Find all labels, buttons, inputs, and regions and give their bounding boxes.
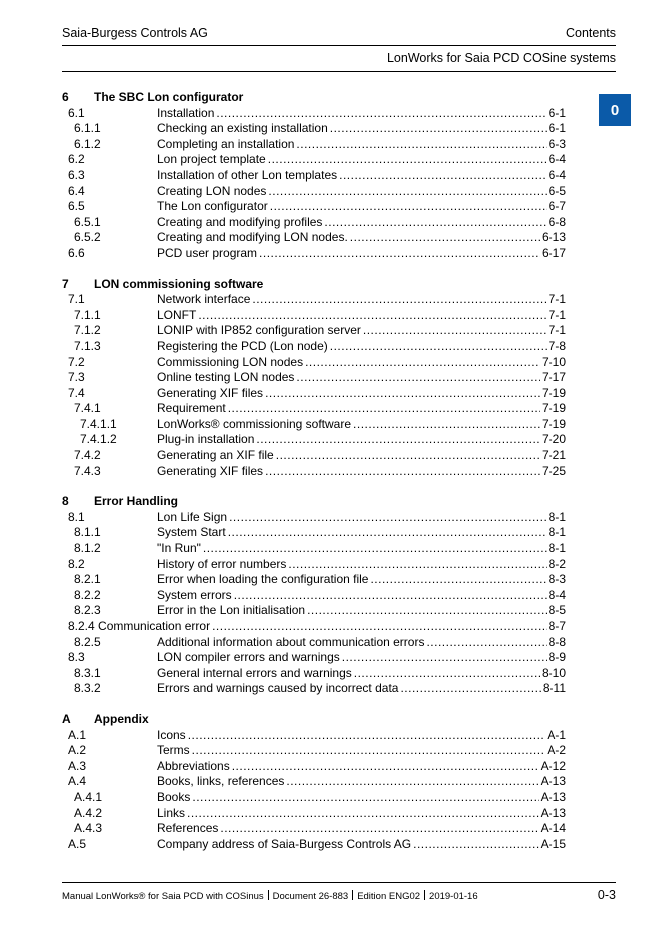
toc-dot-leader <box>363 323 547 339</box>
toc-entry-number: A.4 <box>68 774 87 789</box>
toc-entry-number: 7.2 <box>68 354 85 369</box>
toc-section-title[interactable] <box>62 494 566 510</box>
toc-entry[interactable] <box>62 339 566 355</box>
toc-entry-page: A-13 <box>540 789 566 804</box>
toc-entry-page: 8-1 <box>548 541 566 556</box>
toc-entry-number: 7.4 <box>68 385 85 400</box>
toc-entry[interactable] <box>62 635 566 651</box>
toc-entry[interactable] <box>62 619 566 635</box>
toc-entry-page: 8-11 <box>542 681 566 696</box>
toc-dot-leader <box>330 121 547 137</box>
toc-entry-title: Company address of Saia-Burgess Controls AG <box>157 836 412 851</box>
toc-entry[interactable] <box>62 215 566 231</box>
toc-entry-title: Creating and modifying LON nodes. <box>157 230 348 245</box>
toc-dot-leader <box>276 448 540 464</box>
toc-section-label: Appendix <box>94 711 149 726</box>
toc-entry[interactable] <box>62 759 566 775</box>
toc-dot-leader <box>288 557 546 573</box>
toc-section-number: 6 <box>62 90 69 104</box>
toc-entry[interactable] <box>62 510 566 526</box>
toc-entry-number: 6.5 <box>68 199 85 214</box>
toc-entry-title: References <box>157 821 219 836</box>
toc-entry-page: A-13 <box>540 805 566 820</box>
toc-dot-leader <box>187 806 539 822</box>
toc-section <box>62 90 566 262</box>
toc-entry-number: 8.1.2 <box>74 541 101 556</box>
toc-entry-number: 7.3 <box>68 370 85 385</box>
toc-entry-page: 8-9 <box>548 650 566 665</box>
toc-dot-leader <box>307 603 547 619</box>
toc-entry[interactable] <box>62 137 566 153</box>
toc-entry[interactable] <box>62 184 566 200</box>
toc-entry[interactable] <box>62 650 566 666</box>
toc-entry-page: 7-20 <box>541 432 566 447</box>
toc-entry-number: 8.2.2 <box>74 587 101 602</box>
toc-entry-number: 7.1 <box>68 292 85 307</box>
toc-dot-leader <box>212 619 547 635</box>
toc-section-number: 8 <box>62 494 69 509</box>
toc-entry[interactable] <box>62 152 566 168</box>
toc-entry-number: 6.3 <box>68 167 85 182</box>
toc-dot-leader <box>342 650 547 666</box>
toc-entry[interactable] <box>62 603 566 619</box>
toc-dot-leader <box>296 137 546 153</box>
toc-dot-leader <box>370 572 546 588</box>
toc-entry-number: 6.5.2 <box>74 230 101 245</box>
toc-entry-number: 6.1.2 <box>74 136 101 151</box>
toc-entry-number: 8.2.1 <box>74 572 101 587</box>
toc-entry-page: 8-4 <box>548 587 566 602</box>
toc-entry-number: A.3 <box>68 758 87 773</box>
toc-entry-title: 8.2.4 Communication error <box>68 619 211 633</box>
toc-entry-number: 7.1.3 <box>74 338 101 353</box>
toc-entry-number: 7.4.1.1 <box>80 416 117 431</box>
toc-entry-page: A-13 <box>540 774 566 789</box>
toc-entry[interactable] <box>62 168 566 184</box>
toc-entry[interactable] <box>62 121 566 137</box>
toc-dot-leader <box>220 821 538 837</box>
toc-entry-title: Terms <box>157 743 190 758</box>
toc-section <box>62 277 566 480</box>
toc-dot-leader <box>305 355 540 371</box>
toc-dot-leader <box>296 370 540 386</box>
table-of-contents <box>62 90 566 867</box>
toc-entry-page: 7-25 <box>541 463 566 478</box>
toc-entry-page: 7-1 <box>548 323 566 338</box>
toc-entry-title: Registering the PCD (Lon node) <box>157 338 328 353</box>
toc-entry-page: 7-8 <box>548 338 566 353</box>
toc-entry-title: Error in the Lon initialisation <box>157 603 306 618</box>
header-rule <box>62 45 616 46</box>
toc-entry-number: 8.3.1 <box>74 665 101 680</box>
toc-entry[interactable] <box>62 525 566 541</box>
toc-dot-leader <box>270 199 547 215</box>
toc-entry-page: 6-1 <box>548 105 566 120</box>
toc-entry-page: A-12 <box>540 758 566 773</box>
toc-entry-title: Online testing LON nodes <box>157 370 295 385</box>
toc-section-number: A <box>62 711 71 726</box>
toc-entry-page: 6-3 <box>548 136 566 151</box>
toc-entry-title: "In Run" <box>157 541 201 556</box>
toc-entry-number: 8.3.2 <box>74 681 101 696</box>
toc-dot-leader <box>259 246 540 262</box>
toc-entry-title: Errors and warnings caused by incorrect data <box>157 681 399 696</box>
toc-dot-leader <box>252 292 546 308</box>
toc-entry-title: Completing an installation <box>157 136 295 151</box>
toc-entry-page: 8-5 <box>548 603 566 618</box>
toc-entry[interactable] <box>62 728 566 744</box>
toc-entry-title: Lon project template <box>157 152 266 167</box>
toc-dot-leader <box>339 168 547 184</box>
toc-dot-leader <box>350 230 540 246</box>
toc-section <box>62 712 566 852</box>
toc-entry-number: 7.4.2 <box>74 448 101 463</box>
toc-entry-title: Additional information about communication errors <box>157 634 425 649</box>
toc-section-title[interactable] <box>62 277 566 293</box>
toc-dot-leader <box>256 432 540 448</box>
footer-date: 2019-01-16 <box>429 891 478 902</box>
toc-entry[interactable] <box>62 432 566 448</box>
toc-entry-title: Installation of other Lon templates <box>157 167 338 182</box>
toc-entry-title: Links <box>157 805 186 820</box>
toc-entry-title: Checking an existing installation <box>157 121 328 136</box>
toc-entry-number: 6.5.1 <box>74 214 101 229</box>
toc-entry[interactable] <box>62 681 566 697</box>
toc-entry-page: 8-2 <box>548 556 566 571</box>
toc-entry-title: Icons <box>157 727 186 742</box>
header-section: Contents <box>565 26 616 40</box>
toc-dot-leader <box>265 386 540 402</box>
toc-entry-title: Creating LON nodes <box>157 183 267 198</box>
toc-dot-leader <box>188 728 546 744</box>
footer-rule <box>62 882 616 883</box>
toc-entry-page: 6-7 <box>548 199 566 214</box>
toc-entry-title: System errors <box>157 587 232 602</box>
toc-entry[interactable] <box>62 292 566 308</box>
toc-dot-leader <box>268 184 546 200</box>
toc-entry-number: 7.4.1.2 <box>80 432 117 447</box>
toc-entry-number: 6.4 <box>68 183 85 198</box>
toc-section-label: Error Handling <box>94 494 179 509</box>
toc-entry-number: 8.2 <box>68 556 85 571</box>
toc-entry-page: 7-1 <box>548 307 566 322</box>
toc-section-label: The SBC Lon configurator <box>94 90 244 104</box>
toc-entry[interactable] <box>62 323 566 339</box>
toc-entry[interactable] <box>62 821 566 837</box>
toc-entry-page: 7-19 <box>541 385 566 400</box>
toc-entry-title: Network interface <box>157 292 251 307</box>
toc-dot-leader <box>228 401 540 417</box>
toc-entry-title: General internal errors and warnings <box>157 665 352 680</box>
footer-info <box>62 890 478 902</box>
toc-entry-title: LONFT <box>157 307 197 322</box>
toc-entry-page: 6-1 <box>548 121 566 136</box>
toc-entry[interactable] <box>62 199 566 215</box>
toc-section-number: 7 <box>62 276 69 291</box>
toc-entry-number: 6.2 <box>68 152 85 167</box>
toc-entry-page: 8-8 <box>548 634 566 649</box>
toc-entry[interactable] <box>62 557 566 573</box>
toc-entry[interactable] <box>62 448 566 464</box>
toc-dot-leader <box>198 308 546 324</box>
toc-entry[interactable] <box>62 386 566 402</box>
toc-entry-number: 8.1.1 <box>74 525 101 540</box>
toc-entry-page: 7-21 <box>541 448 566 463</box>
toc-section-label: LON commissioning software <box>94 276 264 291</box>
toc-entry-number: 6.1.1 <box>74 121 101 136</box>
toc-dot-leader <box>229 510 547 526</box>
toc-entry-page: A-14 <box>540 821 566 836</box>
toc-entry-page: 7-19 <box>541 416 566 431</box>
toc-entry-number: A.4.2 <box>74 805 103 820</box>
toc-entry[interactable] <box>62 464 566 480</box>
toc-entry-title: PCD user program <box>157 245 258 260</box>
toc-entry-title: Commissioning LON nodes <box>157 354 304 369</box>
toc-entry[interactable] <box>62 230 566 246</box>
toc-entry[interactable] <box>62 246 566 262</box>
toc-entry-page: 8-3 <box>548 572 566 587</box>
footer-manual: Manual LonWorks® for Saia PCD with COSinus <box>62 891 264 902</box>
toc-entry-page: 7-17 <box>541 370 566 385</box>
toc-entry-page: 6-4 <box>548 167 566 182</box>
toc-entry[interactable] <box>62 355 566 371</box>
toc-entry-title: The Lon configurator <box>157 199 268 214</box>
toc-entry-title: Books, links, references <box>157 774 285 789</box>
toc-entry-page: 7-19 <box>541 401 566 416</box>
toc-entry[interactable] <box>62 417 566 433</box>
toc-entry-number: A.5 <box>68 836 87 851</box>
toc-entry-title: Books <box>157 789 191 804</box>
toc-entry-page: A-1 <box>547 727 566 742</box>
toc-entry-page: A-15 <box>540 836 566 851</box>
toc-entry-page: 6-13 <box>541 230 566 245</box>
toc-dot-leader <box>330 339 547 355</box>
toc-entry-title: Generating XIF files <box>157 385 264 400</box>
toc-entry-page: 8-1 <box>548 525 566 540</box>
toc-entry-page: 6-4 <box>548 152 566 167</box>
toc-entry-number: A.1 <box>68 727 87 742</box>
toc-dot-leader <box>216 106 546 122</box>
toc-entry-title: Requirement <box>157 401 226 416</box>
toc-entry[interactable] <box>62 308 566 324</box>
toc-entry-number: A.4.1 <box>74 789 103 804</box>
toc-entry-title: LonWorks® commissioning software <box>157 416 352 431</box>
toc-entry-number: 6.6 <box>68 245 85 260</box>
toc-entry-page: 8-1 <box>548 509 566 524</box>
toc-entry[interactable] <box>62 790 566 806</box>
toc-section-title[interactable] <box>62 712 566 728</box>
toc-entry-title: Abbreviations <box>157 758 230 773</box>
toc-entry-number: A.4.3 <box>74 821 103 836</box>
footer-edition: Edition ENG02 <box>357 891 421 902</box>
toc-entry-number: 7.1.2 <box>74 323 101 338</box>
toc-dot-leader <box>400 681 540 697</box>
toc-entry[interactable] <box>62 588 566 604</box>
toc-entry[interactable] <box>62 541 566 557</box>
toc-dot-leader <box>354 666 540 682</box>
toc-entry[interactable] <box>62 401 566 417</box>
toc-entry-page: 8-10 <box>541 665 566 680</box>
toc-entry-number: A.2 <box>68 743 87 758</box>
toc-entry-page: 6-17 <box>541 245 566 260</box>
toc-section-title[interactable] <box>62 90 566 106</box>
toc-entry-title: Generating XIF files <box>157 463 264 478</box>
toc-entry-page: 8-7 <box>548 619 566 633</box>
toc-entry-title: Error when loading the configuration file <box>157 572 369 587</box>
toc-entry[interactable] <box>62 572 566 588</box>
toc-entry-title: LONIP with IP852 configuration server <box>157 323 361 338</box>
chapter-tab-marker[interactable]: 0 <box>599 94 631 126</box>
toc-entry-title: Creating and modifying profiles <box>157 214 323 229</box>
toc-entry-title: Generating an XIF file <box>157 448 274 463</box>
toc-entry-number: 7.4.3 <box>74 463 101 478</box>
toc-entry-title: History of error numbers <box>157 556 287 571</box>
toc-section <box>62 494 566 697</box>
toc-entry-page: 6-5 <box>548 183 566 198</box>
toc-entry[interactable] <box>62 806 566 822</box>
toc-entry-title: Lon Life Sign <box>157 509 228 524</box>
header-subtitle: LonWorks for Saia PCD COSine systems <box>386 51 616 65</box>
toc-entry-number: 7.1.1 <box>74 307 101 322</box>
toc-entry[interactable] <box>62 774 566 790</box>
page-number: 0-3 <box>597 888 616 902</box>
toc-entry[interactable] <box>62 370 566 386</box>
toc-dot-leader <box>234 588 547 604</box>
toc-entry-number: 7.4.1 <box>74 401 101 416</box>
toc-dot-leader <box>324 215 546 231</box>
toc-entry-number: 8.2.3 <box>74 603 101 618</box>
footer-document: Document 26-883 <box>272 891 349 902</box>
toc-entry-number: 6.1 <box>68 105 85 120</box>
toc-entry-number: 8.1 <box>68 509 85 524</box>
toc-entry-page: A-2 <box>547 743 566 758</box>
toc-entry-number: 8.2.5 <box>74 634 101 649</box>
toc-entry-title: Installation <box>157 105 215 120</box>
toc-dot-leader <box>413 837 539 853</box>
toc-dot-leader <box>192 790 538 806</box>
toc-dot-leader <box>286 774 538 790</box>
toc-entry[interactable] <box>62 837 566 853</box>
header-rule <box>62 71 616 72</box>
toc-entry-page: 7-10 <box>541 354 566 369</box>
toc-dot-leader <box>353 417 540 433</box>
header-company: Saia-Burgess Controls AG <box>62 26 208 40</box>
toc-dot-leader <box>203 541 547 557</box>
toc-entry[interactable] <box>62 743 566 759</box>
toc-entry-title: Plug-in installation <box>157 432 255 447</box>
toc-entry-title: LON compiler errors and warnings <box>157 650 340 665</box>
toc-entry-title: System Start <box>157 525 226 540</box>
toc-dot-leader <box>265 464 540 480</box>
toc-entry[interactable] <box>62 666 566 682</box>
toc-dot-leader <box>232 759 539 775</box>
toc-entry-page: 7-1 <box>548 292 566 307</box>
toc-dot-leader <box>426 635 546 651</box>
toc-entry-number: 8.3 <box>68 650 85 665</box>
toc-dot-leader <box>192 743 546 759</box>
toc-entry-page: 6-8 <box>548 214 566 229</box>
toc-dot-leader <box>268 152 547 168</box>
toc-dot-leader <box>228 525 547 541</box>
toc-entry[interactable] <box>62 106 566 122</box>
